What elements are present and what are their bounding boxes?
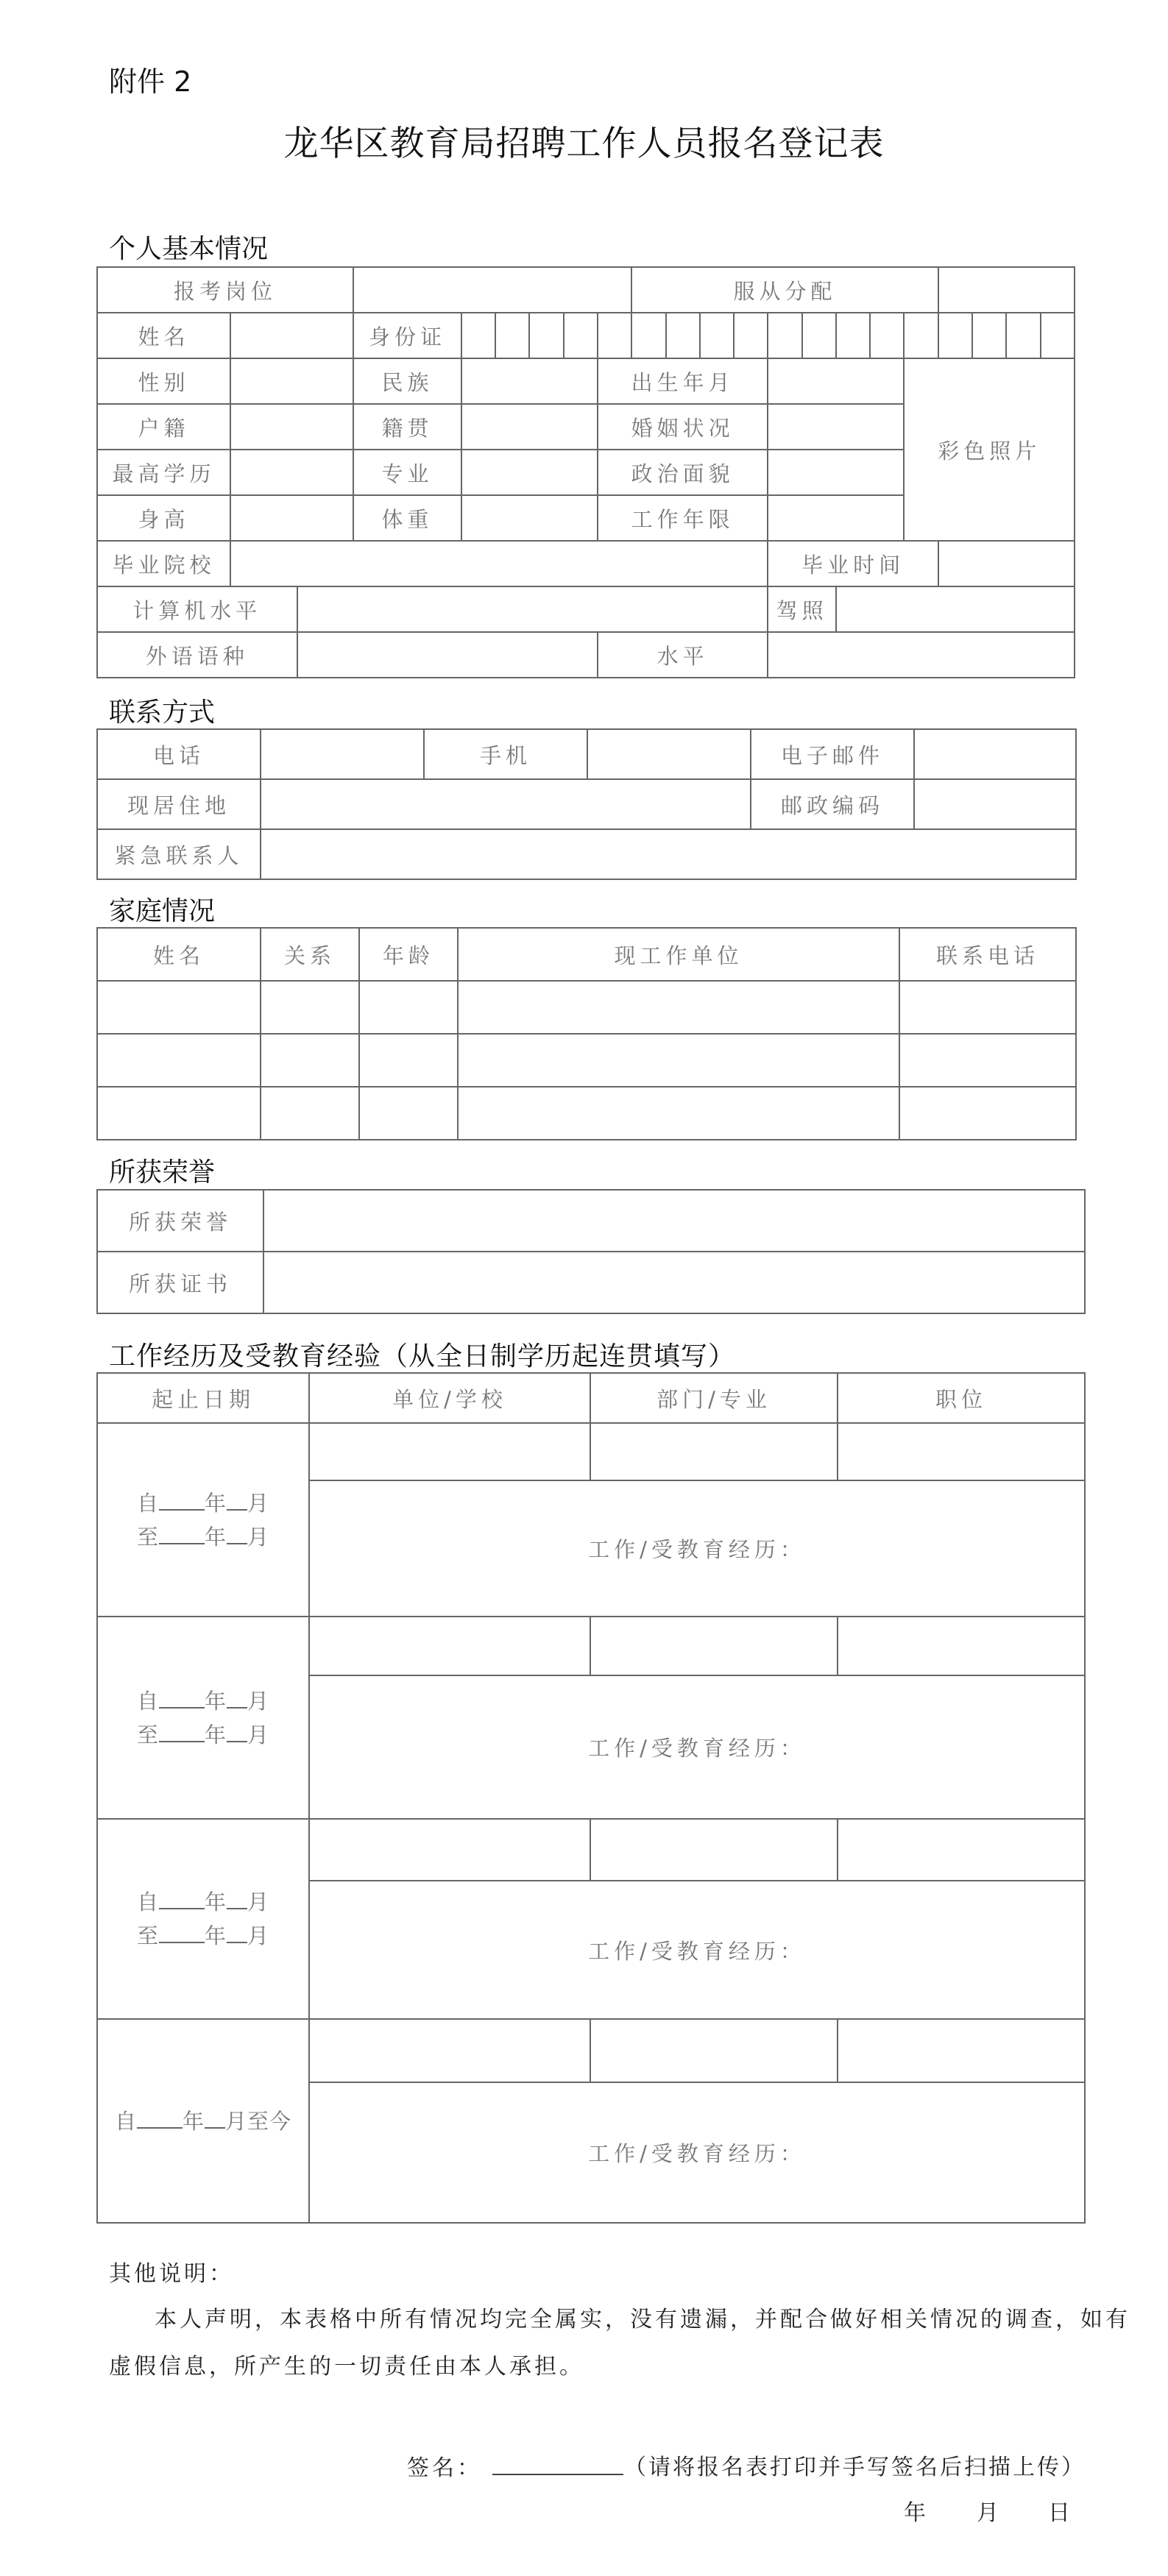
section-title-honors: 所获荣誉 xyxy=(109,1157,216,1188)
birth-field[interactable] xyxy=(768,358,904,404)
exp-header-dept: 部门/专业 xyxy=(590,1373,838,1423)
computer-label: 计算机水平 xyxy=(97,586,297,632)
exp-position-cell[interactable] xyxy=(838,2019,1085,2082)
post-label: 报考岗位 xyxy=(97,267,353,313)
id-digit-box[interactable] xyxy=(734,313,768,358)
family-header-age: 年龄 xyxy=(359,928,458,981)
education-field[interactable] xyxy=(230,450,353,495)
date-day: 日 xyxy=(1048,2500,1073,2526)
zip-label: 邮政编码 xyxy=(751,779,914,829)
id-digit-box[interactable] xyxy=(1006,313,1040,358)
attachment-label: 附件 2 xyxy=(109,65,192,98)
political-field[interactable] xyxy=(768,450,904,495)
address-field[interactable] xyxy=(261,779,751,829)
id-digit-box[interactable] xyxy=(631,313,665,358)
mobile-field[interactable] xyxy=(587,729,751,779)
id-label: 身份证 xyxy=(353,313,461,358)
family-header-employer: 现工作单位 xyxy=(458,928,899,981)
family-age-cell[interactable] xyxy=(359,1034,458,1087)
level-field[interactable] xyxy=(768,632,1075,678)
id-digit-box[interactable] xyxy=(666,313,700,358)
id-digit-box[interactable] xyxy=(938,313,972,358)
signature-line[interactable] xyxy=(492,2449,623,2475)
license-field[interactable] xyxy=(836,586,1075,632)
family-relation-cell[interactable] xyxy=(261,1034,359,1087)
exp-position-cell[interactable] xyxy=(838,1819,1085,1881)
family-header-phone: 联系电话 xyxy=(899,928,1076,981)
signature-label: 签名： xyxy=(407,2455,482,2481)
id-digit-box[interactable] xyxy=(768,313,801,358)
exp-detail-cell[interactable]: 工作/受教育经历： xyxy=(309,1675,1085,1819)
birth-label: 出生年月 xyxy=(598,358,768,404)
declaration-line-2: 虚假信息，所产生的一切责任由本人承担。 xyxy=(109,2354,584,2380)
honor-field[interactable] xyxy=(263,1190,1085,1252)
family-table xyxy=(96,927,1077,1140)
zip-field[interactable] xyxy=(914,779,1076,829)
years-label: 工作年限 xyxy=(598,495,768,541)
phone-field[interactable] xyxy=(261,729,424,779)
address-label: 现居住地 xyxy=(97,779,261,829)
education-label: 最高学历 xyxy=(97,450,230,495)
family-name-cell[interactable] xyxy=(97,1087,261,1140)
marital-field[interactable] xyxy=(768,404,904,450)
exp-detail-cell[interactable]: 工作/受教育经历： xyxy=(309,1881,1085,2019)
declaration-line-1: 本人声明，本表格中所有情况均完全属实，没有遗漏，并配合做好相关情况的调查，如有 xyxy=(155,2307,1130,2332)
exp-dept-cell[interactable] xyxy=(590,2019,838,2082)
language-label: 外语语种 xyxy=(97,632,297,678)
family-relation-cell[interactable] xyxy=(261,1087,359,1140)
family-relation-cell[interactable] xyxy=(261,981,359,1034)
id-digit-box[interactable] xyxy=(836,313,870,358)
section-title-family: 家庭情况 xyxy=(109,896,216,926)
email-field[interactable] xyxy=(914,729,1076,779)
exp-unit-cell[interactable] xyxy=(309,1819,590,1881)
cert-field[interactable] xyxy=(263,1252,1085,1313)
id-digit-box[interactable] xyxy=(495,313,529,358)
exp-date-range[interactable] xyxy=(97,1423,309,1617)
family-age-cell[interactable] xyxy=(359,1087,458,1140)
exp-date-range[interactable] xyxy=(97,1617,309,1819)
assign-label: 服从分配 xyxy=(631,267,938,313)
id-digit-box[interactable] xyxy=(1041,313,1075,358)
native-label: 籍贯 xyxy=(353,404,461,450)
gradtime-label: 毕业时间 xyxy=(768,541,938,586)
hukou-field[interactable] xyxy=(230,404,353,450)
section-title-basic: 个人基本情况 xyxy=(109,234,269,264)
gender-label: 性别 xyxy=(97,358,230,404)
gradtime-field[interactable] xyxy=(938,541,1075,586)
phone-label: 电话 xyxy=(97,729,261,779)
name-field[interactable] xyxy=(230,313,353,358)
school-field[interactable] xyxy=(230,541,768,586)
section-title-experience: 工作经历及受教育经验（从全日制学历起连贯填写） xyxy=(109,1341,736,1372)
height-field[interactable] xyxy=(230,495,353,541)
id-digit-box[interactable] xyxy=(802,313,836,358)
family-phone-cell[interactable] xyxy=(899,981,1076,1034)
major-field[interactable] xyxy=(461,450,598,495)
political-label: 政治面貌 xyxy=(598,450,768,495)
signature-row xyxy=(407,2449,623,2482)
exp-dept-cell[interactable] xyxy=(590,1819,838,1881)
exp-unit-cell[interactable] xyxy=(309,2019,590,2082)
gender-field[interactable] xyxy=(230,358,353,404)
native-field[interactable] xyxy=(461,404,598,450)
emergency-field[interactable] xyxy=(261,829,1076,879)
weight-label: 体重 xyxy=(353,495,461,541)
cert-label: 所获证书 xyxy=(97,1252,263,1313)
family-employer-cell[interactable] xyxy=(458,981,899,1034)
exp-header-dates: 起止日期 xyxy=(97,1373,309,1423)
id-digit-box[interactable] xyxy=(700,313,734,358)
exp-detail-cell[interactable]: 工作/受教育经历： xyxy=(309,1480,1085,1617)
exp-detail-cell[interactable]: 工作/受教育经历： xyxy=(309,2082,1085,2223)
date-month: 月 xyxy=(977,2500,1002,2526)
other-notes-label: 其他说明： xyxy=(109,2261,234,2287)
date-range-text: 自 年 月 至 年 月 xyxy=(137,1486,269,1554)
language-field[interactable] xyxy=(297,632,598,678)
id-digit-box[interactable] xyxy=(904,313,938,358)
id-digit-box[interactable] xyxy=(529,313,563,358)
family-employer-cell[interactable] xyxy=(458,1087,899,1140)
exp-position-cell[interactable] xyxy=(838,1617,1085,1675)
id-digit-box[interactable] xyxy=(461,313,495,358)
post-field[interactable] xyxy=(353,267,631,313)
emergency-label: 紧急联系人 xyxy=(97,829,261,879)
computer-field[interactable] xyxy=(297,586,768,632)
family-header-name: 姓名 xyxy=(97,928,261,981)
years-field[interactable] xyxy=(768,495,904,541)
date-range-text: 自 年 月至今 xyxy=(115,2104,291,2138)
mobile-label: 手机 xyxy=(424,729,587,779)
experience-table xyxy=(96,1372,1086,2224)
family-phone-cell[interactable] xyxy=(899,1087,1076,1140)
id-digit-box[interactable] xyxy=(870,313,904,358)
exp-header-position: 职位 xyxy=(838,1373,1085,1423)
name-label: 姓名 xyxy=(97,313,230,358)
exp-date-range-current[interactable] xyxy=(97,2019,309,2223)
hukou-label: 户籍 xyxy=(97,404,230,450)
ethnicity-label: 民族 xyxy=(353,358,461,404)
contact-table xyxy=(96,728,1077,880)
family-name-cell[interactable] xyxy=(97,1034,261,1087)
weight-field[interactable] xyxy=(461,495,598,541)
section-title-contact: 联系方式 xyxy=(109,698,216,728)
height-label: 身高 xyxy=(97,495,230,541)
family-employer-cell[interactable] xyxy=(458,1034,899,1087)
level-label: 水平 xyxy=(598,632,768,678)
exp-unit-cell[interactable] xyxy=(309,1423,590,1480)
signature-note: （请将报名表打印并手写签名后扫描上传） xyxy=(624,2455,1086,2480)
exp-dept-cell[interactable] xyxy=(590,1423,838,1480)
exp-unit-cell[interactable] xyxy=(309,1617,590,1675)
honors-table xyxy=(96,1189,1086,1314)
basic-info-table xyxy=(96,266,1075,678)
id-digit-box[interactable] xyxy=(598,313,631,358)
family-phone-cell[interactable] xyxy=(899,1034,1076,1087)
major-label: 专业 xyxy=(353,450,461,495)
ethnicity-field[interactable] xyxy=(461,358,598,404)
date-year: 年 xyxy=(904,2500,929,2526)
photo-box[interactable]: 彩色照片 xyxy=(904,358,1075,541)
marital-label: 婚姻状况 xyxy=(598,404,768,450)
family-age-cell[interactable] xyxy=(359,981,458,1034)
assign-field[interactable] xyxy=(938,267,1075,313)
exp-dept-cell[interactable] xyxy=(590,1617,838,1675)
exp-header-unit: 单位/学校 xyxy=(309,1373,590,1423)
family-header-relation: 关系 xyxy=(261,928,359,981)
email-label: 电子邮件 xyxy=(751,729,914,779)
license-label: 驾照 xyxy=(768,586,836,632)
family-name-cell[interactable] xyxy=(97,981,261,1034)
date-range-text: 自 年 月 至 年 月 xyxy=(137,1885,269,1953)
exp-date-range[interactable] xyxy=(97,1819,309,2019)
date-range-text: 自 年 月 至 年 月 xyxy=(137,1684,269,1752)
exp-position-cell[interactable] xyxy=(838,1423,1085,1480)
honor-label: 所获荣誉 xyxy=(97,1190,263,1252)
id-digit-box[interactable] xyxy=(972,313,1006,358)
id-digit-box[interactable] xyxy=(564,313,598,358)
page-title: 龙华区教育局招聘工作人员报名登记表 xyxy=(283,124,885,164)
school-label: 毕业院校 xyxy=(97,541,230,586)
